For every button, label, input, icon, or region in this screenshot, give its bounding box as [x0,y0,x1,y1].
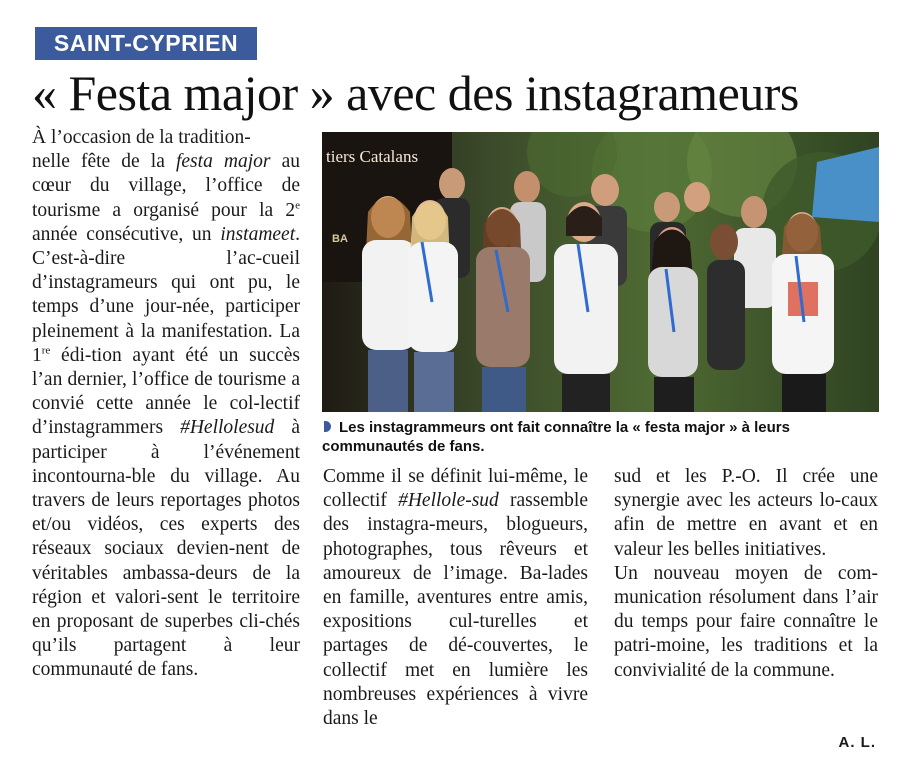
col3-paragraph-2: Un nouveau moyen de com-munication résolument dans l’air du temps pour faire connaître le patri-moine, les traditions et la convivialité de la commune. [614,562,878,681]
body-column-1 [32,126,300,683]
headline: « Festa major » avec des instagrameurs [32,65,799,121]
col2-paragraph: Comme il se définit lui-même, le collectif #Hellole-sud rassemble des instagra-meurs, blogueurs, photographes, tous rêveurs et amoureux de l’image. Ba-lades en famille, aventures entre amis, expositions cul-turelles et partages de dé-couvertes, le collectif met en lumière les nombreuses expériences à vivre dans le [323,466,588,730]
sign-small-text: BA [332,233,348,245]
caption-marker-icon [324,421,331,432]
news-photo [322,132,879,412]
sign-text: tiers Catalans [326,147,419,166]
photo-caption: Les instagrammeurs ont fait connaître la « festa major » à leurs communautés de fans. [322,419,790,455]
author-signature: A. L. [838,734,876,751]
col3-paragraph-1: sud et les P.-O. Il crée une synergie avec les acteurs lo-caux afin de mettre en avant et en valeur les belles initiatives. [614,466,878,560]
section-kicker: SAINT-CYPRIEN [35,27,257,60]
col1-paragraph: À l’occasion de la tradition- nelle fête de la festa major au cœur du village, l’office de tourisme a organisé pour la 2e année consécutive, un instameet. C’est-à-dire l’ac-cueil d’instagrameurs qui ont pu, le temps d’une jour-née, participer pleinement à la manifestation. La 1re édi-tion ayant été un succès l’an dernier, l’office de tourisme a convié cette année le col-lectif d’instagrammers #Hellolesud à participer à l’événement incontourna-ble du village. Au travers de leurs reportages photos et/ou vidéos, ces experts des réseaux sociaux devien-nent de véritables ambassa-deurs de la région et valori-sent le territoire en proposant de superbes cli-chés qu’ils partagent à leur communauté de fans. [32,127,300,681]
body-column-2 [323,465,588,731]
body-column-3 [614,465,878,683]
